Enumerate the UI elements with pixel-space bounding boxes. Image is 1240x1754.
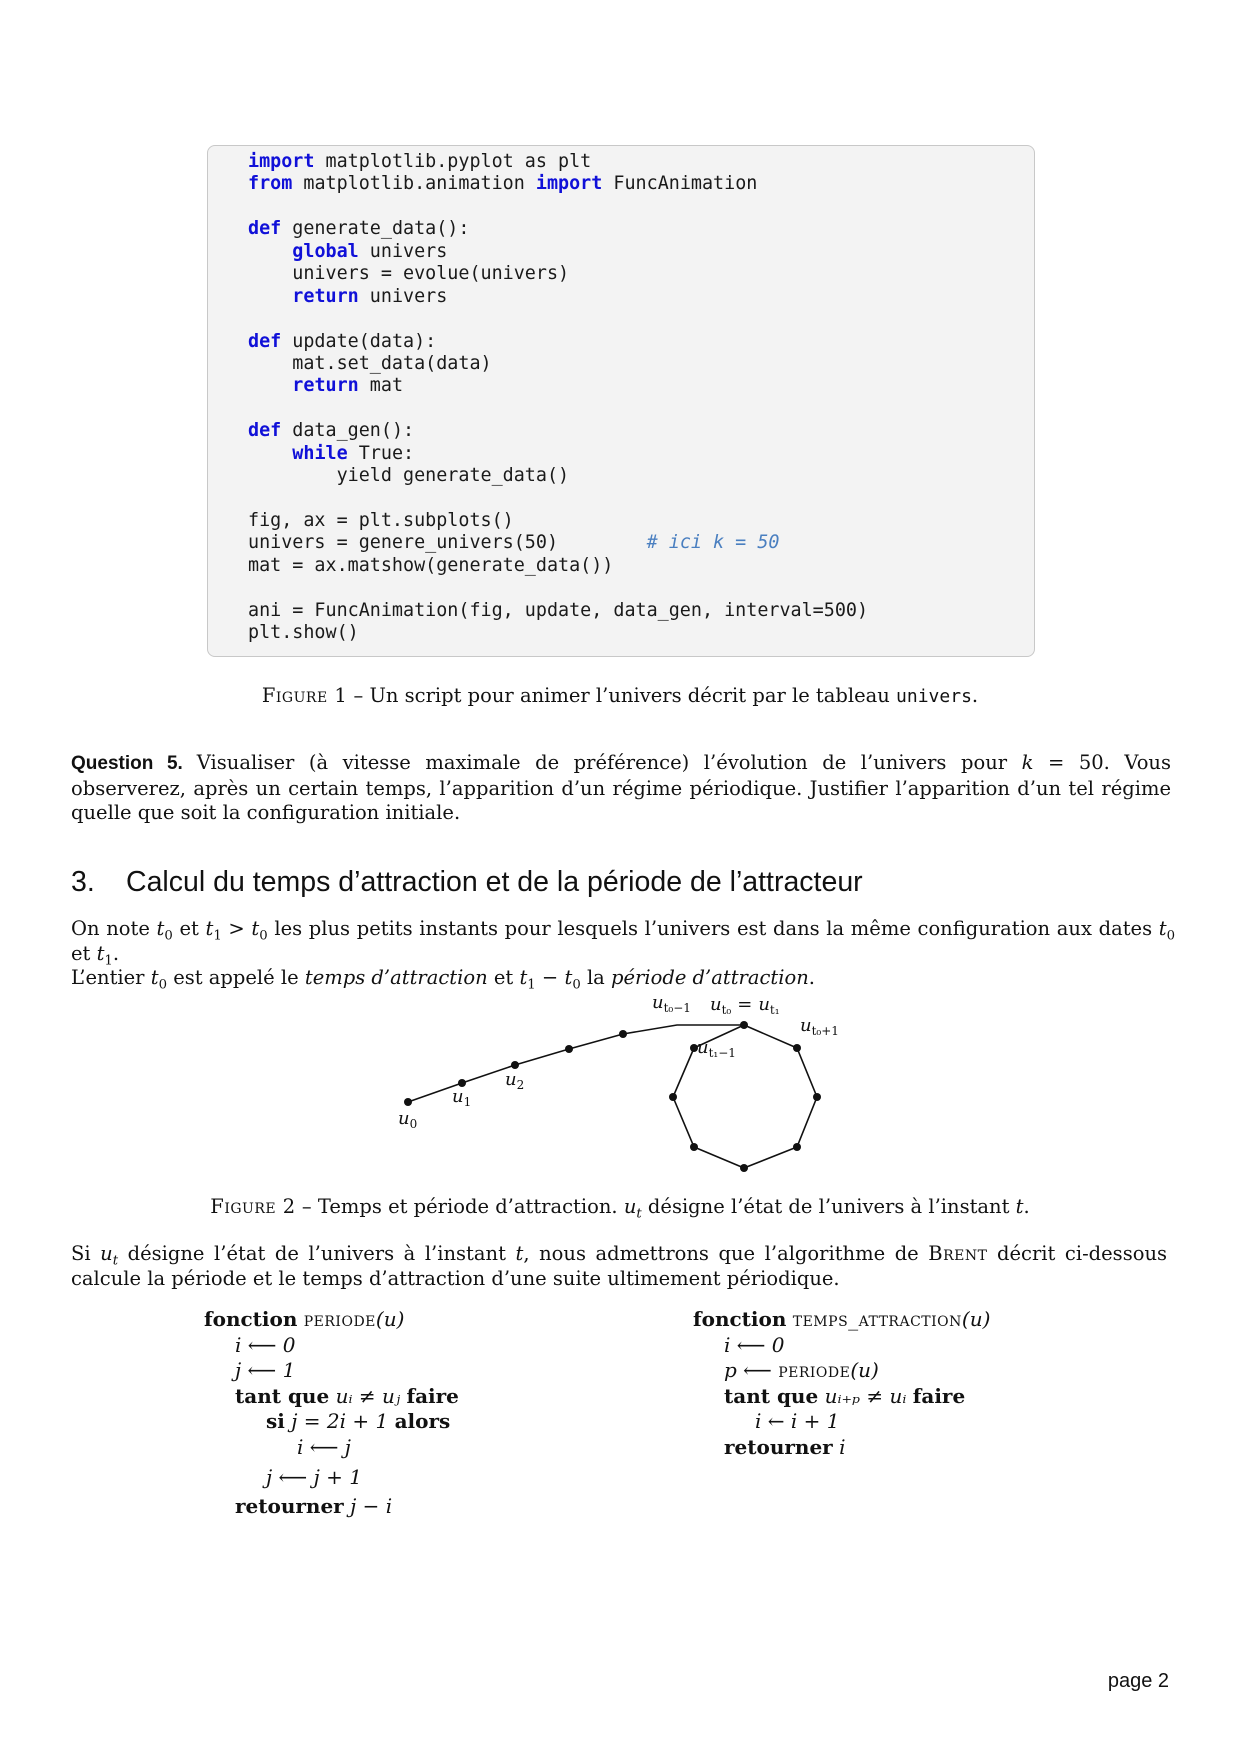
- code-line: plt.show(): [248, 622, 359, 644]
- code-line: global univers: [292, 240, 448, 262]
- point-u4: [619, 1030, 627, 1038]
- code-line: return mat: [292, 375, 404, 397]
- code-line: ani = FuncAnimation(fig, update, data_gen, interval=500): [248, 599, 869, 621]
- point-c2: [813, 1093, 821, 1101]
- label-ut0-eq-ut1: $u_{t_0} = u_{t_1}$: [710, 994, 780, 1017]
- code-line: univers = evolue(univers): [248, 263, 570, 285]
- figure-1-code-word: univers: [896, 686, 972, 707]
- brent-name: Brent: [928, 1242, 988, 1265]
- brent-paragraph: Si $u_t$ désigne l’état de l’univers à l’instant t, nous admettrons que l’algorithme de Brent décrit ci-dessous calcule la période et le temps d’attraction d’une suite ultimement périodique.: [71, 1242, 1168, 1290]
- function-name-temps-attraction: temps_attraction: [792, 1307, 962, 1331]
- code-line: def generate_data():: [248, 218, 470, 240]
- intro-paragraph: On note $t_0$ et $t_1 > t_0$ les plus petits instants pour lesquels l’univers est dans la même configuration aux dates $t_0$ et $t_1$. L’entier $t_0$ est appelé le temps d’attraction et $t_1 - t_0$ la période d’attraction.: [71, 917, 1176, 993]
- code-line: from matplotlib.animation import FuncAnimation: [248, 173, 758, 195]
- code-line: def update(data):: [248, 330, 437, 352]
- term-temps-attraction: temps d’attraction: [304, 966, 488, 989]
- point-c6: [669, 1093, 677, 1101]
- point-c3: [793, 1143, 801, 1151]
- section-3-number: 3.: [71, 866, 95, 898]
- question-5-label: Question 5.: [71, 753, 183, 774]
- algorithm-periode: fonction periode(u) i ⟵ 0 j ⟵ 1 tant que uᵢ ≠ uⱼ faire si j = 2i + 1 alors i ⟵ j j ⟵ j + 1 retourner j − i: [204, 1307, 459, 1518]
- code-line: univers = genere_univers(50) # ici k = 50: [248, 532, 780, 554]
- page-number: page 2: [1107, 1670, 1169, 1692]
- code-line: yield generate_data(): [248, 465, 570, 487]
- code-line: def data_gen():: [248, 420, 415, 442]
- function-name-periode: periode: [303, 1307, 376, 1331]
- code-line: return univers: [292, 285, 448, 307]
- question-5: Question 5. Visualiser (à vitesse maximale de préférence) l’évolution de l’univers pour k = 50. Vous observerez, après un certain temps, l’apparition d’un régime périodique. Justifier l’apparition d’un tel régime quelle que soit la configuration initiale.: [71, 751, 1172, 824]
- point-u3: [565, 1045, 573, 1053]
- point-u0: [404, 1098, 412, 1106]
- point-c5: [690, 1143, 698, 1151]
- figure-1-caption: Figure 1 – Un script pour animer l’univers décrit par le tableau univers.: [261, 684, 979, 707]
- point-c4: [740, 1164, 748, 1172]
- point-ut0: [740, 1021, 748, 1029]
- point-ut0p1: [793, 1044, 801, 1052]
- label-ut0m1: $u_{t_0-1}$: [652, 992, 691, 1015]
- code-line: mat.set_data(data): [248, 352, 492, 374]
- section-3-title: Calcul du temps d’attraction et de la période de l’attracteur: [126, 866, 863, 898]
- point-u2: [511, 1061, 519, 1069]
- label-u2: $u_2$: [505, 1069, 525, 1092]
- code-line: while True:: [292, 442, 415, 464]
- algorithm-temps-attraction: fonction temps_attraction(u) i ⟵ 0 p ⟵ periode(u) tant que uᵢ₊ₚ ≠ uᵢ faire i ← i + 1 retourner i: [693, 1307, 991, 1459]
- figure-1-label: Figure 1: [261, 684, 348, 707]
- figure-2-label: Figure 2: [210, 1195, 296, 1218]
- label-u1: $u_1$: [452, 1086, 472, 1109]
- code-line: import matplotlib.pyplot as plt: [248, 151, 592, 172]
- label-ut0p1: $u_{t_0+1}$: [800, 1015, 839, 1038]
- term-periode-attraction: période d’attraction: [611, 966, 809, 989]
- label-u0: $u_0$: [398, 1108, 418, 1131]
- code-line: fig, ax = plt.subplots(): [248, 510, 514, 531]
- code-line: mat = ax.matshow(generate_data()): [248, 554, 614, 576]
- figure-2-caption: Figure 2 – Temps et période d’attraction. $u_t$ désigne l’état de l’univers à l’instant t.: [210, 1195, 1030, 1222]
- label-ut1m1: $u_{t_1-1}$: [697, 1037, 736, 1060]
